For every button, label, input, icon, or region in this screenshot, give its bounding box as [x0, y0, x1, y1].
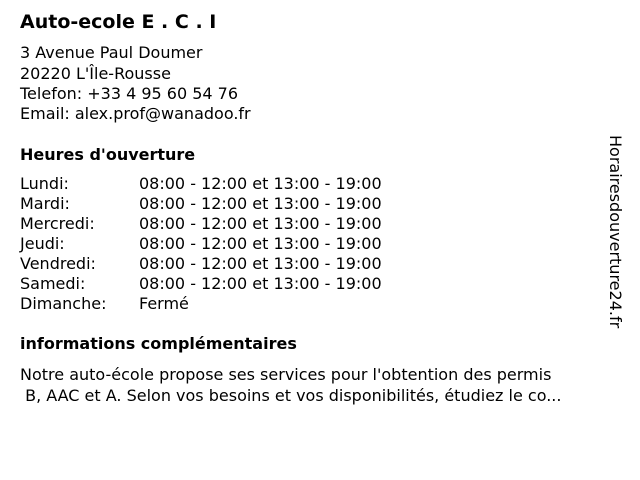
email-address: Email: alex.prof@wanadoo.fr: [20, 104, 251, 123]
hours-day-label: Samedi:: [20, 274, 86, 293]
info-text-line: Notre auto-école propose ses services pour l'obtention des permis: [20, 365, 552, 384]
hours-row-monday: [20, 174, 440, 194]
hours-time-value: 08:00 - 12:00 et 13:00 - 19:00: [139, 234, 382, 253]
hours-row-saturday: [20, 274, 440, 294]
address-city: 20220 L'Île-Rousse: [20, 64, 171, 83]
hours-day-label: Mardi:: [20, 194, 70, 213]
hours-time-value: 08:00 - 12:00 et 13:00 - 19:00: [139, 194, 382, 213]
hours-row-tuesday: [20, 194, 440, 214]
phone-number: Telefon: +33 4 95 60 54 76: [20, 84, 239, 103]
additional-info-heading: informations complémentaires: [20, 334, 297, 353]
hours-row-wednesday: [20, 214, 440, 234]
business-name: Auto-ecole E . C . I: [20, 11, 217, 33]
hours-row-friday: [20, 254, 440, 274]
hours-day-label: Vendredi:: [20, 254, 96, 273]
info-text-line: B, AAC et A. Selon vos besoins et vos disponibilités, étudiez le co...: [20, 386, 562, 405]
hours-time-value: Fermé: [139, 294, 189, 313]
site-watermark: Horairesdouverture24.fr: [606, 135, 625, 329]
hours-day-label: Jeudi:: [20, 234, 65, 253]
hours-time-value: 08:00 - 12:00 et 13:00 - 19:00: [139, 174, 382, 193]
additional-info-text: [20, 364, 620, 406]
opening-hours-heading: Heures d'ouverture: [20, 145, 196, 164]
hours-time-value: 08:00 - 12:00 et 13:00 - 19:00: [139, 254, 382, 273]
hours-time-value: 08:00 - 12:00 et 13:00 - 19:00: [139, 214, 382, 233]
hours-time-value: 08:00 - 12:00 et 13:00 - 19:00: [139, 274, 382, 293]
hours-day-label: Mercredi:: [20, 214, 95, 233]
hours-row-thursday: [20, 234, 440, 254]
hours-row-sunday: [20, 294, 440, 314]
hours-day-label: Lundi:: [20, 174, 69, 193]
hours-day-label: Dimanche:: [20, 294, 107, 313]
address-street: 3 Avenue Paul Doumer: [20, 43, 203, 62]
